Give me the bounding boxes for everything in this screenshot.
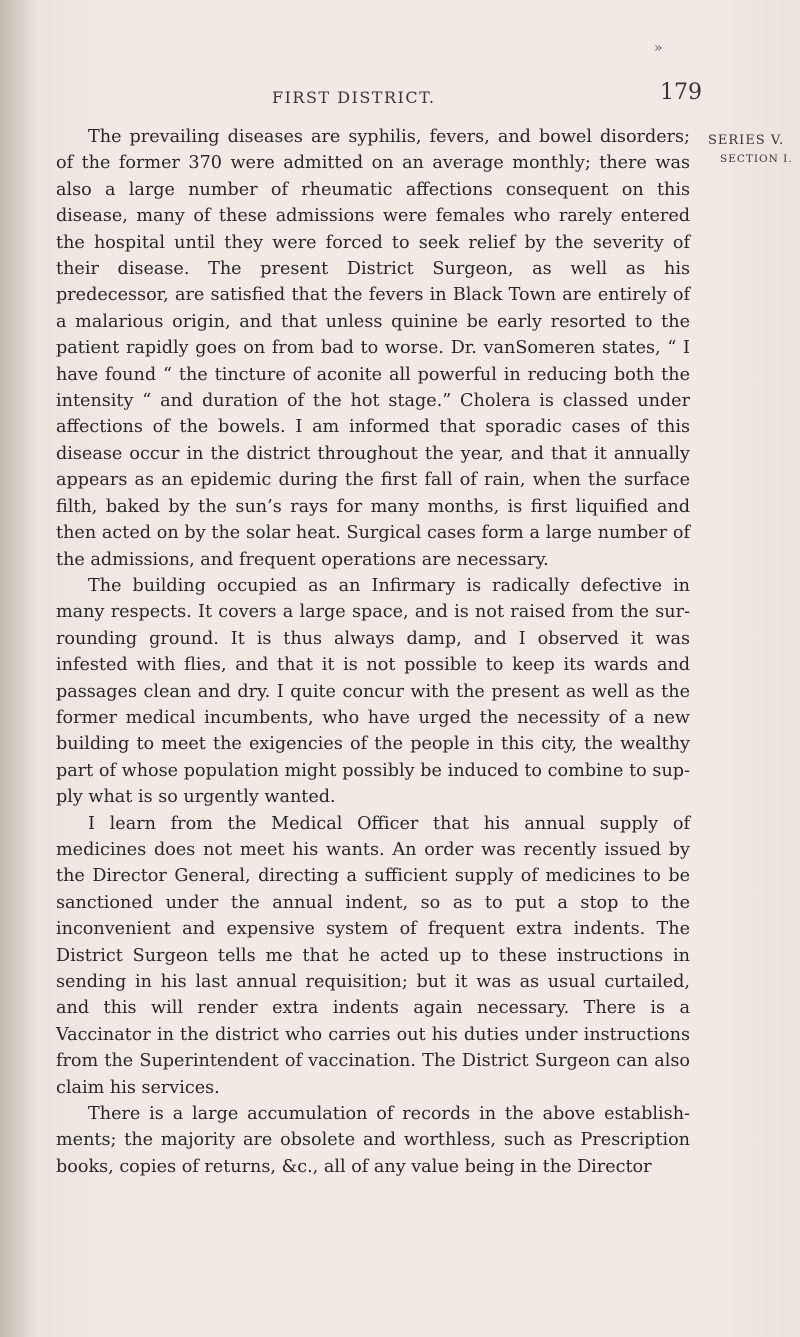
- page-mark: »: [654, 40, 663, 56]
- paragraph: The prevailing diseases are syphilis, fevers, and bowel disorders; of the former 370 were admitted on an average monthly; there was also a large number of rheumatic affections consequent on this disease, many of these admissions were females who rarely entered the hospital until they were forced to seek relief by the severity of their disease. The present District Surgeon, as well as his predecessor, are satisfied that the fevers in Black Town are entirely of a malarious origin, and that unless quinine be early resorted to the patient rapidly goes on from bad to worse. Dr. vanSomeren states, “ I have found “ the tincture of aconite all powerful in reducing both the intensity “ and duration of the hot stage.” Cholera is classed under affections of the bowels. I am informed that sporadic cases of this disease occur in the district throughout the year, and that it annually appears as an epidemic during the first fall of rain, when the surface filth, baked by the sun’s rays for many months, is first liquified and then acted on by the solar heat. Surgical cases form a large number of the admissions, and frequent operations are necessary.: [56, 127, 690, 570]
- body-text: [56, 124, 690, 1180]
- margin-note-section: SECTION I.: [720, 153, 793, 165]
- running-title: FIRST DISTRICT.: [272, 88, 436, 107]
- margin-note: [708, 132, 800, 168]
- paragraph: The building occupied as an Infirmary is radically defective in many respects. It covers a large space, and is not raised from the surrounding ground. It is thus always damp, and I observed it was infested with flies, and that it is not possible to keep its wards and passages clean and dry. I quite concur with the present as well as the former medical incumbents, who have urged the necessity of a new building to meet the exigencies of the people in this city, the wealthy part of whose population might possibly be induced to combine to supply what is so urgently wanted.: [56, 575, 690, 808]
- paragraph: There is a large accumulation of records in the above establishments; the majority are obsolete and worthless, such as Prescription books, copies of returns, &c., all of any value being in the Director: [56, 1104, 690, 1177]
- page-number: 179: [660, 80, 702, 105]
- margin-note-series: SERIES V.: [708, 133, 785, 148]
- running-head: [0, 80, 800, 112]
- paragraph: I learn from the Medical Officer that his annual supply of medicines does not meet his wants. An order was recently issued by the Director General, directing a sufficient supply of medicines to be sanctioned under the annual indent, so as to put a stop to the inconvenient and expensive system of frequent extra indents. The District Surgeon tells me that he acted up to these instructions in sending in his last annual requisition; but it was as usual curtailed, and this will render extra indents again necessary. There is a Vaccinator in the district who carries out his duties under instructions from the Superintendent of vaccination. The District Surgeon can also claim his services.: [56, 813, 690, 1098]
- binding-shadow: [0, 0, 38, 1337]
